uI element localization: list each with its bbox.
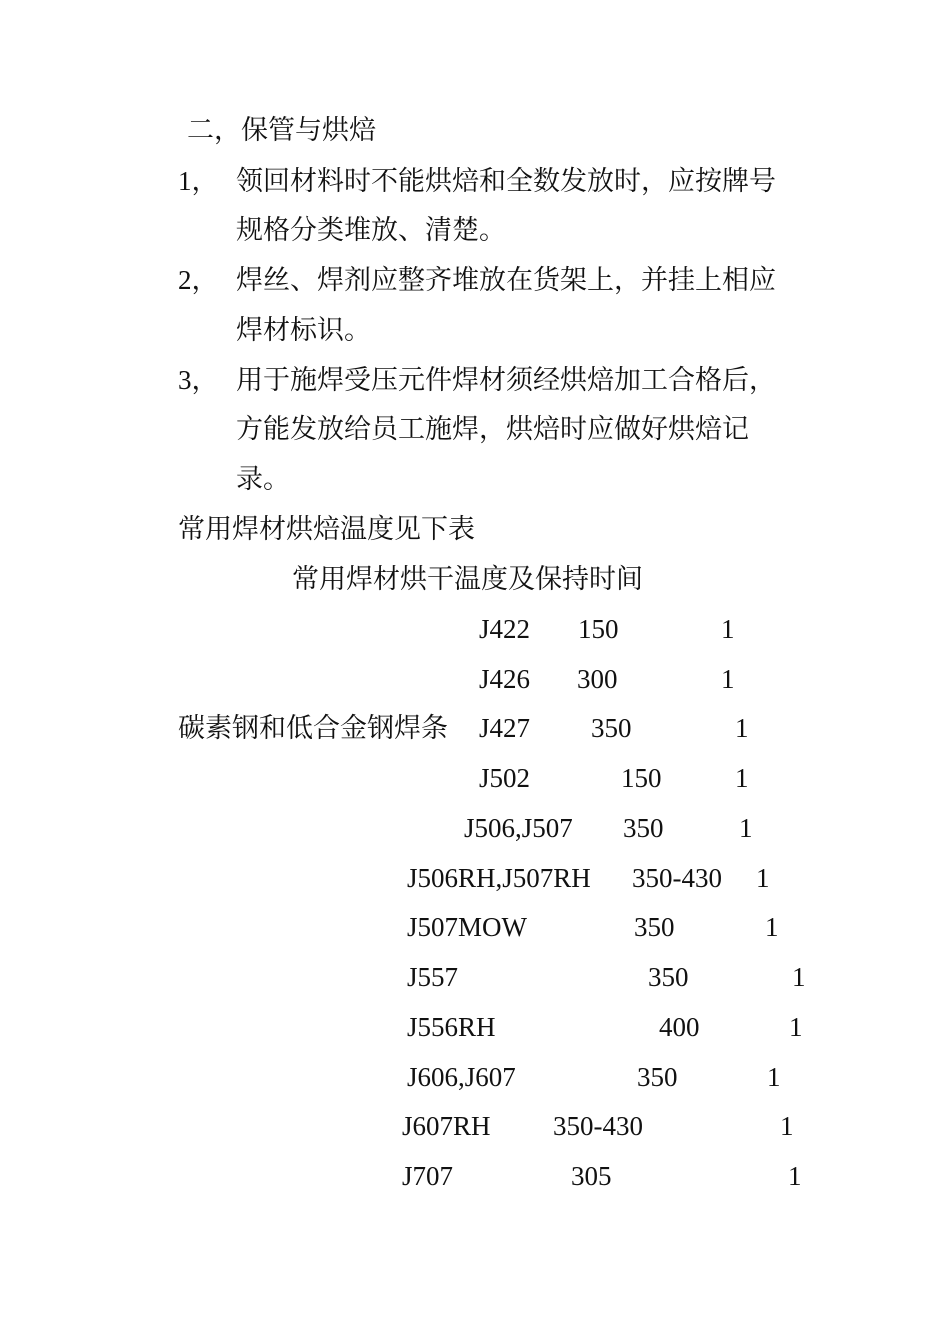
row-temp: 350: [623, 813, 664, 843]
row-hours: 1: [739, 813, 753, 843]
row-grade: J507MOW: [407, 912, 527, 942]
row-temp: 350: [648, 962, 689, 992]
row-grade: J426: [479, 664, 531, 694]
row-grade: J506RH,J507RH: [407, 863, 591, 893]
row-grade: J557: [407, 962, 459, 992]
row-hours: 1: [788, 1161, 802, 1191]
row-hours: 1: [789, 1012, 803, 1042]
row-grade: J607RH: [402, 1111, 491, 1141]
row-hours: 1: [721, 614, 735, 644]
row-temp: 400: [659, 1012, 700, 1042]
row-hours: 1: [721, 664, 735, 694]
item-text-line: 方能发放给员工施焊，烘焙时应做好烘焙记: [236, 414, 749, 444]
row-temp: 350: [634, 912, 675, 942]
row-hours: 1: [735, 763, 749, 793]
category-label: 碳素钢和低合金钢焊条: [178, 713, 448, 743]
table-title: 常用焊材烘干温度及保持时间: [292, 564, 643, 594]
section-heading: 二，保管与烘焙: [187, 115, 376, 145]
row-grade: J422: [479, 614, 531, 644]
row-hours: 1: [780, 1111, 794, 1141]
row-temp: 350-430: [632, 863, 722, 893]
row-temp: 350: [591, 713, 632, 743]
item-text-line: 领回材料时不能烘焙和全数发放时，应按牌号: [236, 166, 776, 196]
row-temp: 150: [578, 614, 619, 644]
row-grade: J502: [479, 763, 531, 793]
item-text-line: 规格分类堆放、清楚。: [236, 215, 506, 245]
table-intro: 常用焊材烘焙温度见下表: [178, 514, 475, 544]
row-hours: 1: [756, 863, 770, 893]
row-hours: 1: [792, 962, 806, 992]
row-grade: J427: [479, 713, 531, 743]
item-text-line: 焊材标识。: [236, 315, 371, 345]
row-grade: J606,J607: [407, 1062, 516, 1092]
row-temp: 305: [571, 1161, 612, 1191]
row-temp: 300: [577, 664, 618, 694]
item-text-line: 用于施焊受压元件焊材须经烘焙加工合格后，: [236, 365, 776, 395]
row-grade: J556RH: [407, 1012, 496, 1042]
item-number: 3，: [178, 365, 219, 395]
row-grade: J707: [402, 1161, 454, 1191]
row-hours: 1: [765, 912, 779, 942]
item-number: 2，: [178, 265, 219, 295]
row-temp: 350-430: [553, 1111, 643, 1141]
item-number: 1，: [178, 166, 219, 196]
item-text-line: 录。: [236, 464, 290, 494]
row-temp: 350: [637, 1062, 678, 1092]
row-grade: J506,J507: [464, 813, 573, 843]
row-temp: 150: [621, 763, 662, 793]
item-text-line: 焊丝、焊剂应整齐堆放在货架上，并挂上相应: [236, 265, 776, 295]
row-hours: 1: [767, 1062, 781, 1092]
row-hours: 1: [735, 713, 749, 743]
